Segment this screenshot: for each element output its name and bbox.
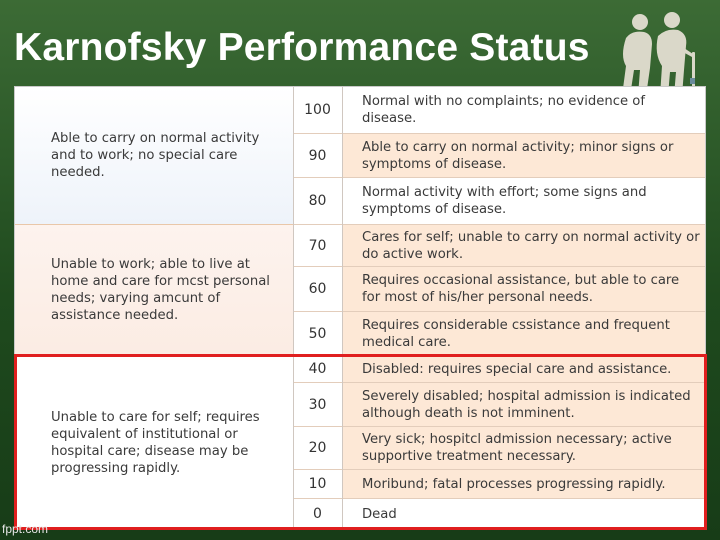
group-able-to-work [15,87,293,225]
description-cell: Dead [342,499,706,528]
group-unable-to-care [15,356,293,528]
group-description: Able to carry on normal activity and to work; no special care needed. [51,131,260,180]
score-cell: 90 [293,134,342,177]
score-cell: 30 [293,383,342,426]
score-cell: 50 [293,312,342,355]
description-cell: Normal with no complaints; no evidence of disease. [342,87,706,133]
kps-table [14,86,706,528]
table-row [293,178,706,225]
table-row [293,470,706,499]
score-cell: 60 [293,267,342,311]
score-cell: 20 [293,427,342,469]
table-row [293,427,706,470]
description-cell: Cares for self; unable to carry on normal activity or do active work. [342,225,706,266]
group-unable-to-work [15,225,293,356]
table-row [293,356,706,383]
score-cell: 100 [293,87,342,133]
table-row [293,499,706,528]
elderly-couple-icon [596,8,706,98]
score-cell: 0 [293,499,342,528]
group-description: Unable to care for self; requires equivalent of institutional or hospital care; disease may be progressing rapidly. [51,409,260,476]
group-description: Unable to work; able to live at home and care for mcst personal needs; varying amcunt of assistance needed. [51,257,270,323]
score-cell: 40 [293,356,342,382]
description-cell: Able to carry on normal activity; minor signs or symptoms of disease. [342,134,706,177]
table-row [293,134,706,178]
description-cell: Severely disabled; hospital admission is indicated although death is not imminent. [342,383,706,426]
description-cell: Requires occasional assistance, but able to care for most of his/her personal needs. [342,267,706,311]
table-row [293,267,706,312]
column-divider [293,87,294,528]
table-row [293,383,706,427]
description-cell: Requires considerable cssistance and frequent medical care. [342,312,706,355]
description-cell: Very sick; hospitcl admission necessary; active supportive treatment necessary. [342,427,706,469]
score-cell: 70 [293,225,342,266]
score-cell: 10 [293,470,342,498]
score-cell: 80 [293,178,342,224]
footer-text: fppt.com [2,522,49,536]
description-cell: Moribund; fatal processes progressing rapidly. [342,470,706,498]
column-divider [342,87,343,528]
table-row [293,312,706,356]
table-row [293,225,706,267]
slide-title: Karnofsky Performance Status [14,26,590,69]
description-cell: Normal activity with effort; some signs and symptoms of disease. [342,178,706,224]
table-row [293,87,706,134]
description-cell: Disabled: requires special care and assistance. [342,356,706,382]
